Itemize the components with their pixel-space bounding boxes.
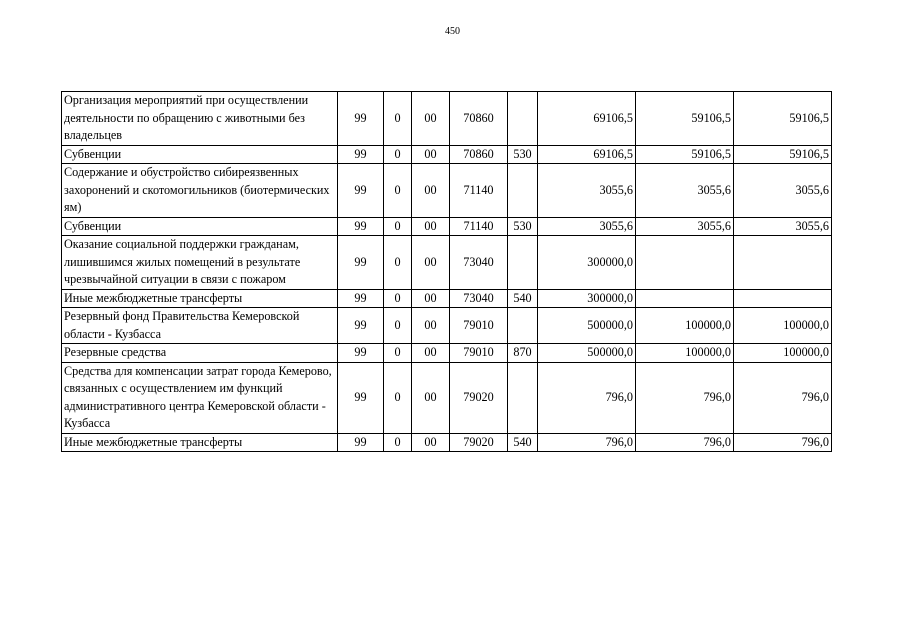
amount-cell: 100000,0 — [636, 344, 734, 363]
code-cell: 00 — [412, 236, 450, 290]
table-row — [62, 308, 832, 344]
amount-cell: 300000,0 — [538, 236, 636, 290]
row-name: Иные межбюджетные трансферты — [62, 433, 338, 452]
code-cell: 530 — [508, 145, 538, 164]
code-cell: 99 — [338, 164, 384, 218]
code-cell: 00 — [412, 433, 450, 452]
amount-cell: 796,0 — [636, 433, 734, 452]
code-cell: 0 — [384, 433, 412, 452]
code-cell — [508, 92, 538, 146]
code-cell: 73040 — [450, 236, 508, 290]
code-cell: 00 — [412, 145, 450, 164]
code-cell: 79020 — [450, 433, 508, 452]
row-name: Содержание и обустройство сибиреязвенных захоронений и скотомогильников (биотермических ям) — [62, 164, 338, 218]
row-name: Резервные средства — [62, 344, 338, 363]
code-cell: 0 — [384, 92, 412, 146]
code-cell: 99 — [338, 92, 384, 146]
code-cell: 99 — [338, 362, 384, 433]
code-cell: 71140 — [450, 217, 508, 236]
amount-cell — [734, 236, 832, 290]
code-cell: 99 — [338, 236, 384, 290]
amount-cell: 796,0 — [734, 362, 832, 433]
code-cell: 0 — [384, 344, 412, 363]
code-cell: 99 — [338, 433, 384, 452]
row-name: Оказание социальной поддержки гражданам, лишившимся жилых помещений в результате чрезвычайной ситуации в связи с пожаром — [62, 236, 338, 290]
code-cell: 0 — [384, 362, 412, 433]
budget-table — [61, 91, 832, 452]
table-row — [62, 164, 832, 218]
code-cell: 0 — [384, 308, 412, 344]
code-cell: 00 — [412, 362, 450, 433]
table-row — [62, 92, 832, 146]
table-row — [62, 344, 832, 363]
amount-cell: 796,0 — [538, 362, 636, 433]
code-cell: 00 — [412, 289, 450, 308]
amount-cell — [734, 289, 832, 308]
amount-cell: 59106,5 — [636, 145, 734, 164]
amount-cell: 796,0 — [734, 433, 832, 452]
code-cell: 00 — [412, 92, 450, 146]
code-cell: 0 — [384, 145, 412, 164]
code-cell: 99 — [338, 289, 384, 308]
amount-cell: 100000,0 — [734, 344, 832, 363]
table-row — [62, 289, 832, 308]
amount-cell: 59106,5 — [636, 92, 734, 146]
code-cell: 0 — [384, 236, 412, 290]
code-cell: 0 — [384, 289, 412, 308]
amount-cell: 3055,6 — [636, 164, 734, 218]
code-cell: 530 — [508, 217, 538, 236]
amount-cell: 59106,5 — [734, 145, 832, 164]
amount-cell: 69106,5 — [538, 92, 636, 146]
code-cell: 71140 — [450, 164, 508, 218]
row-name: Субвенции — [62, 145, 338, 164]
table-row — [62, 362, 832, 433]
code-cell: 00 — [412, 308, 450, 344]
row-name: Иные межбюджетные трансферты — [62, 289, 338, 308]
page-number: 450 — [445, 26, 460, 37]
code-cell: 00 — [412, 164, 450, 218]
amount-cell: 796,0 — [538, 433, 636, 452]
amount-cell: 3055,6 — [538, 217, 636, 236]
amount-cell: 500000,0 — [538, 308, 636, 344]
code-cell: 79010 — [450, 308, 508, 344]
code-cell: 99 — [338, 344, 384, 363]
code-cell — [508, 236, 538, 290]
code-cell: 00 — [412, 344, 450, 363]
code-cell: 0 — [384, 164, 412, 218]
code-cell: 99 — [338, 145, 384, 164]
code-cell: 99 — [338, 217, 384, 236]
code-cell: 79020 — [450, 362, 508, 433]
amount-cell: 100000,0 — [636, 308, 734, 344]
code-cell: 73040 — [450, 289, 508, 308]
code-cell: 540 — [508, 289, 538, 308]
code-cell — [508, 164, 538, 218]
code-cell — [508, 362, 538, 433]
row-name: Организация мероприятий при осуществлении деятельности по обращению с животными без владельцев — [62, 92, 338, 146]
row-name: Средства для компенсации затрат города Кемерово, связанных с осуществлением им функций административного центра Кемеровской области - Кузбасса — [62, 362, 338, 433]
table-row — [62, 217, 832, 236]
amount-cell — [636, 289, 734, 308]
code-cell: 870 — [508, 344, 538, 363]
amount-cell: 3055,6 — [636, 217, 734, 236]
amount-cell: 796,0 — [636, 362, 734, 433]
row-name: Резервный фонд Правительства Кемеровской области - Кузбасса — [62, 308, 338, 344]
code-cell — [508, 308, 538, 344]
table-row — [62, 433, 832, 452]
amount-cell — [636, 236, 734, 290]
code-cell: 0 — [384, 217, 412, 236]
amount-cell: 59106,5 — [734, 92, 832, 146]
amount-cell: 500000,0 — [538, 344, 636, 363]
code-cell: 99 — [338, 308, 384, 344]
amount-cell: 69106,5 — [538, 145, 636, 164]
row-name: Субвенции — [62, 217, 338, 236]
code-cell: 70860 — [450, 145, 508, 164]
amount-cell: 3055,6 — [734, 217, 832, 236]
table-row — [62, 145, 832, 164]
amount-cell: 3055,6 — [538, 164, 636, 218]
code-cell: 70860 — [450, 92, 508, 146]
amount-cell: 100000,0 — [734, 308, 832, 344]
code-cell: 79010 — [450, 344, 508, 363]
amount-cell: 300000,0 — [538, 289, 636, 308]
table-row — [62, 236, 832, 290]
code-cell: 540 — [508, 433, 538, 452]
amount-cell: 3055,6 — [734, 164, 832, 218]
code-cell: 00 — [412, 217, 450, 236]
